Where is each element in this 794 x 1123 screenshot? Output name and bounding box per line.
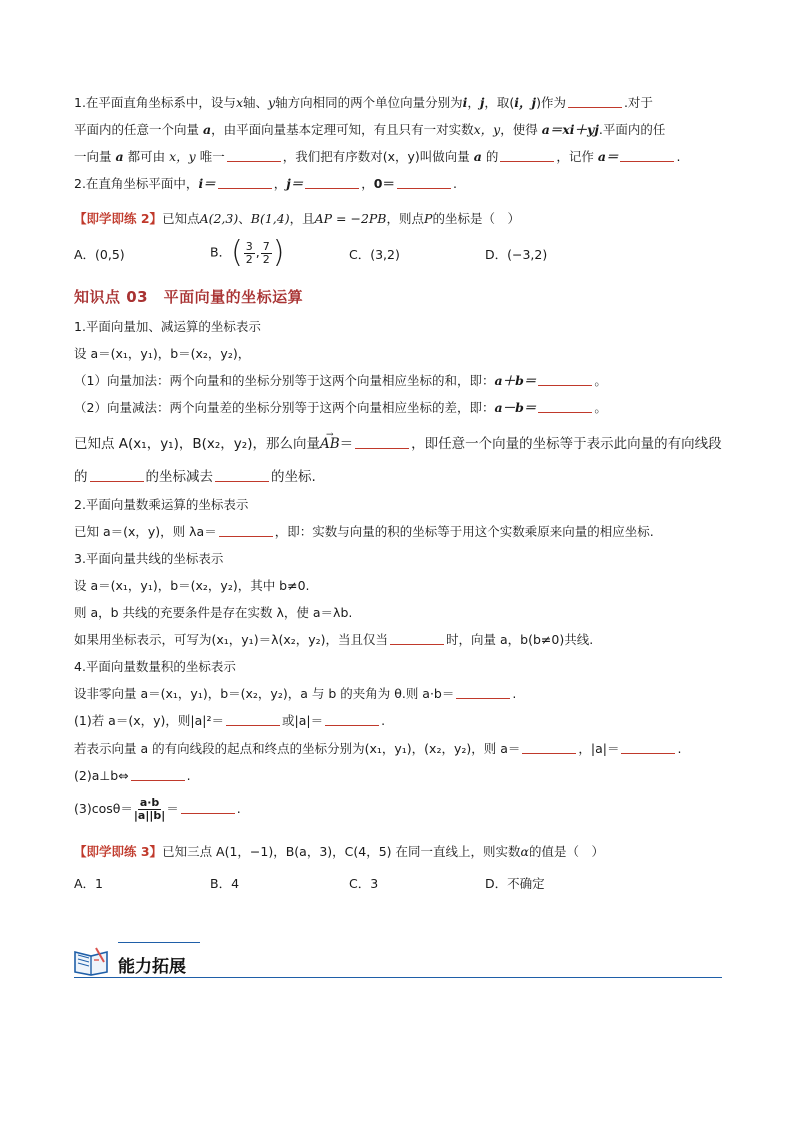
text: (1)若 a＝(x，y)，则|a|²＝	[74, 713, 224, 728]
text: 的坐标减去	[145, 469, 213, 485]
text: 的	[485, 149, 499, 164]
fill-blank[interactable]	[90, 469, 144, 482]
option-a[interactable]	[74, 875, 103, 893]
text: 已知三点 A(1，−1)，B(a，3)，C(4，5) 在同一直线上，则实数	[162, 844, 521, 859]
fill-blank[interactable]	[226, 713, 280, 726]
section-title-ability: 能力拓展	[118, 957, 186, 977]
text: .	[236, 801, 241, 816]
text: a	[115, 149, 124, 164]
text: i＝	[198, 176, 216, 191]
text: x，y	[169, 149, 196, 164]
option-b[interactable]: B．( $\frac{3}{2}$ , $\frac{7}{2}$ )	[210, 235, 285, 270]
k03-s4-set	[74, 685, 516, 703]
text: D．(−3,2)	[485, 247, 548, 262]
text: 设非零向量 a＝(x₁，y₁)，b＝(x₂，y₂)，a 与 b 的夹角为 θ.则 a·b＝	[74, 686, 455, 701]
k03-s3-set: 设 a＝(x₁，y₁)，b＝(x₂，y₂)，其中 b≠0.	[74, 578, 310, 593]
p1-line4: 2.在直角坐标平面中，i＝ ，j＝ ，0＝ .	[74, 176, 457, 191]
text: ，我们把有序数对(x，y)叫做向量	[282, 149, 470, 164]
text: 已知点	[162, 211, 200, 226]
k03-s2-heading: 2.平面向量数乘运算的坐标表示	[74, 497, 249, 512]
p1-line1	[74, 94, 653, 112]
text: ，使得	[500, 122, 538, 137]
text: ，且	[289, 211, 315, 226]
fill-blank[interactable]	[397, 176, 451, 189]
text: B．	[210, 244, 232, 260]
section-title-knowledge-03: 知识点 03 平面向量的坐标运算	[74, 288, 304, 306]
text: C．3	[349, 876, 379, 891]
k03-s4-1	[74, 712, 385, 730]
text: )作为	[536, 95, 566, 110]
text: 的值是（ ）	[528, 844, 604, 859]
option-c[interactable]	[349, 246, 400, 264]
k03-s3-heading: 3.平面向量共线的坐标表示	[74, 551, 224, 566]
text: a	[473, 149, 482, 164]
fill-blank[interactable]	[620, 149, 674, 162]
text: 的坐标.	[271, 469, 316, 485]
text: .对于	[623, 95, 653, 110]
text: i，j	[514, 95, 537, 110]
text: 0＝	[373, 176, 395, 191]
text: ，即：实数与向量的积的坐标等于用这个实数乘原来向量的相应坐标.	[274, 524, 654, 539]
text: 轴方向相同的两个单位向量分别为	[275, 95, 463, 110]
fill-blank[interactable]	[538, 373, 592, 386]
fill-blank[interactable]	[325, 713, 379, 726]
text: ，	[467, 95, 480, 110]
fill-blank[interactable]	[621, 741, 675, 754]
fill-blank[interactable]	[500, 149, 554, 162]
k03-s3-cond: 则 a，b 共线的充要条件是存在实数 λ，使 a＝λb.	[74, 605, 353, 620]
fill-blank[interactable]	[538, 400, 592, 413]
fill-blank[interactable]	[568, 95, 622, 108]
k03-s1-sub	[74, 399, 607, 417]
fraction: $\frac{a\cdot b}{|a||b|}$	[133, 796, 166, 822]
fill-blank[interactable]	[131, 768, 185, 781]
text: 都可由	[127, 149, 166, 164]
text: A．(0,5)	[74, 247, 125, 262]
text: ，则点	[386, 211, 425, 226]
text: j＝	[286, 176, 304, 191]
text: x，y	[473, 122, 501, 137]
text: a＋b＝	[494, 373, 537, 388]
text: .	[512, 686, 517, 701]
fill-blank[interactable]	[390, 632, 444, 645]
p1-line3	[74, 148, 680, 166]
text: a	[203, 122, 212, 137]
text: ＝	[339, 436, 354, 452]
k03-s4-2	[74, 767, 191, 785]
text: .	[186, 768, 191, 783]
book-icon	[72, 944, 110, 976]
k03-s1-know	[74, 435, 722, 453]
k03-s2-text	[74, 523, 654, 541]
section-underline	[118, 942, 200, 943]
text: （2）向量减法：两个向量差的坐标分别等于这两个向量相应坐标的差，即：	[74, 400, 495, 415]
exercise-3-question	[74, 843, 604, 861]
text: 。	[594, 400, 607, 415]
text: a＝xi＋yj	[541, 122, 599, 137]
exercise-tag: 【即学即练 2】	[74, 211, 163, 226]
text: 唯一	[199, 149, 225, 164]
k03-s4-heading: 4.平面向量数量积的坐标表示	[74, 659, 236, 674]
text: C．(3,2)	[349, 247, 400, 262]
fill-blank[interactable]	[305, 176, 359, 189]
text: B．4	[210, 876, 240, 891]
text: A(2,3)	[199, 211, 239, 226]
text: 已知 a＝(x，y)，则 λa＝	[74, 524, 217, 539]
text: y	[268, 95, 276, 110]
option-b[interactable]	[210, 875, 239, 893]
text: A．1	[74, 876, 104, 891]
text: (3)cosθ＝	[74, 801, 133, 816]
k03-s1-add	[74, 372, 607, 390]
text: ，取(	[484, 95, 515, 110]
text: j	[479, 95, 485, 110]
text: 1.在平面直角坐标系中，设与	[74, 95, 236, 110]
text: 已知点 A(x₁，y₁)，B(x₂，y₂)，那么向量	[74, 436, 320, 452]
text: P	[424, 211, 433, 226]
text: 若表示向量 a 的有向线段的起点和终点的坐标分别为(x₁，y₁)，(x₂，y₂)，则 a＝	[74, 741, 521, 756]
text: a－b＝	[494, 400, 537, 415]
exercise-tag: 【即学即练 3】	[74, 844, 163, 859]
k03-s4-3	[74, 797, 241, 822]
vector-equation: AP = −2PB	[314, 211, 387, 226]
text: B(1,4)	[250, 211, 290, 226]
option-d[interactable]	[485, 246, 547, 264]
fill-blank[interactable]	[181, 801, 235, 814]
fill-blank[interactable]	[215, 469, 269, 482]
k03-s1-heading: 1.平面向量加、减运算的坐标表示	[74, 319, 261, 334]
text: .平面内的任	[598, 122, 666, 137]
k03-s1-set: 设 a＝(x₁，y₁)，b＝(x₂，y₂)，	[74, 346, 251, 361]
text: .	[381, 713, 386, 728]
p1-line2	[74, 121, 665, 139]
text: .	[676, 149, 681, 164]
text: ，由平面向量基本定理可知，有且只有一对实数	[211, 122, 474, 137]
text: 一向量	[74, 149, 112, 164]
text: .	[452, 176, 457, 191]
text: i	[462, 95, 468, 110]
text: .	[677, 741, 682, 756]
k03-s3-coord	[74, 631, 593, 649]
text: 的坐标是（ ）	[432, 211, 520, 226]
option-a[interactable]	[74, 246, 125, 264]
vector-ab: → AB	[320, 435, 340, 453]
text: 、	[238, 211, 251, 226]
text: x	[235, 95, 243, 110]
fill-blank[interactable]	[227, 149, 281, 162]
text: α	[520, 844, 529, 859]
fill-blank[interactable]	[355, 436, 409, 449]
k03-s1-of	[74, 468, 316, 486]
exercise-2-question	[74, 210, 520, 228]
text: a＝	[597, 149, 619, 164]
text: 时，向量 a，b(b≠0)共线.	[446, 632, 594, 647]
text: 。	[594, 373, 607, 388]
text: (2)a⊥b⇔	[74, 768, 129, 783]
text: ，记作	[556, 149, 594, 164]
text: 或|a|＝	[281, 713, 324, 728]
text: （1）向量加法：两个向量和的坐标分别等于这两个向量相应坐标的和，即：	[74, 373, 495, 388]
text: 轴、	[243, 95, 269, 110]
text: ，即任意一个向量的坐标等于表示此向量的有向线段	[411, 436, 722, 452]
text: ，|a|＝	[578, 741, 620, 756]
text: 的	[74, 469, 88, 485]
section-divider	[74, 977, 722, 978]
fill-blank[interactable]	[522, 741, 576, 754]
text: D．不确定	[485, 876, 545, 891]
fraction: $\frac{3}{2}$	[245, 239, 253, 266]
fill-blank[interactable]	[218, 176, 272, 189]
k03-s4-seg	[74, 740, 681, 758]
text: ＝	[166, 801, 179, 816]
text: 平面内的任意一个向量	[74, 122, 200, 137]
text: 如果用坐标表示，可写为(x₁，y₁)＝λ(x₂，y₂)，当且仅当	[74, 632, 389, 647]
text: 2.在直角坐标平面中，	[74, 176, 199, 191]
fraction: $\frac{7}{2}$	[262, 239, 270, 266]
fill-blank[interactable]	[456, 686, 510, 699]
fill-blank[interactable]	[219, 524, 273, 537]
option-c[interactable]	[349, 875, 378, 893]
option-d[interactable]	[485, 875, 545, 893]
